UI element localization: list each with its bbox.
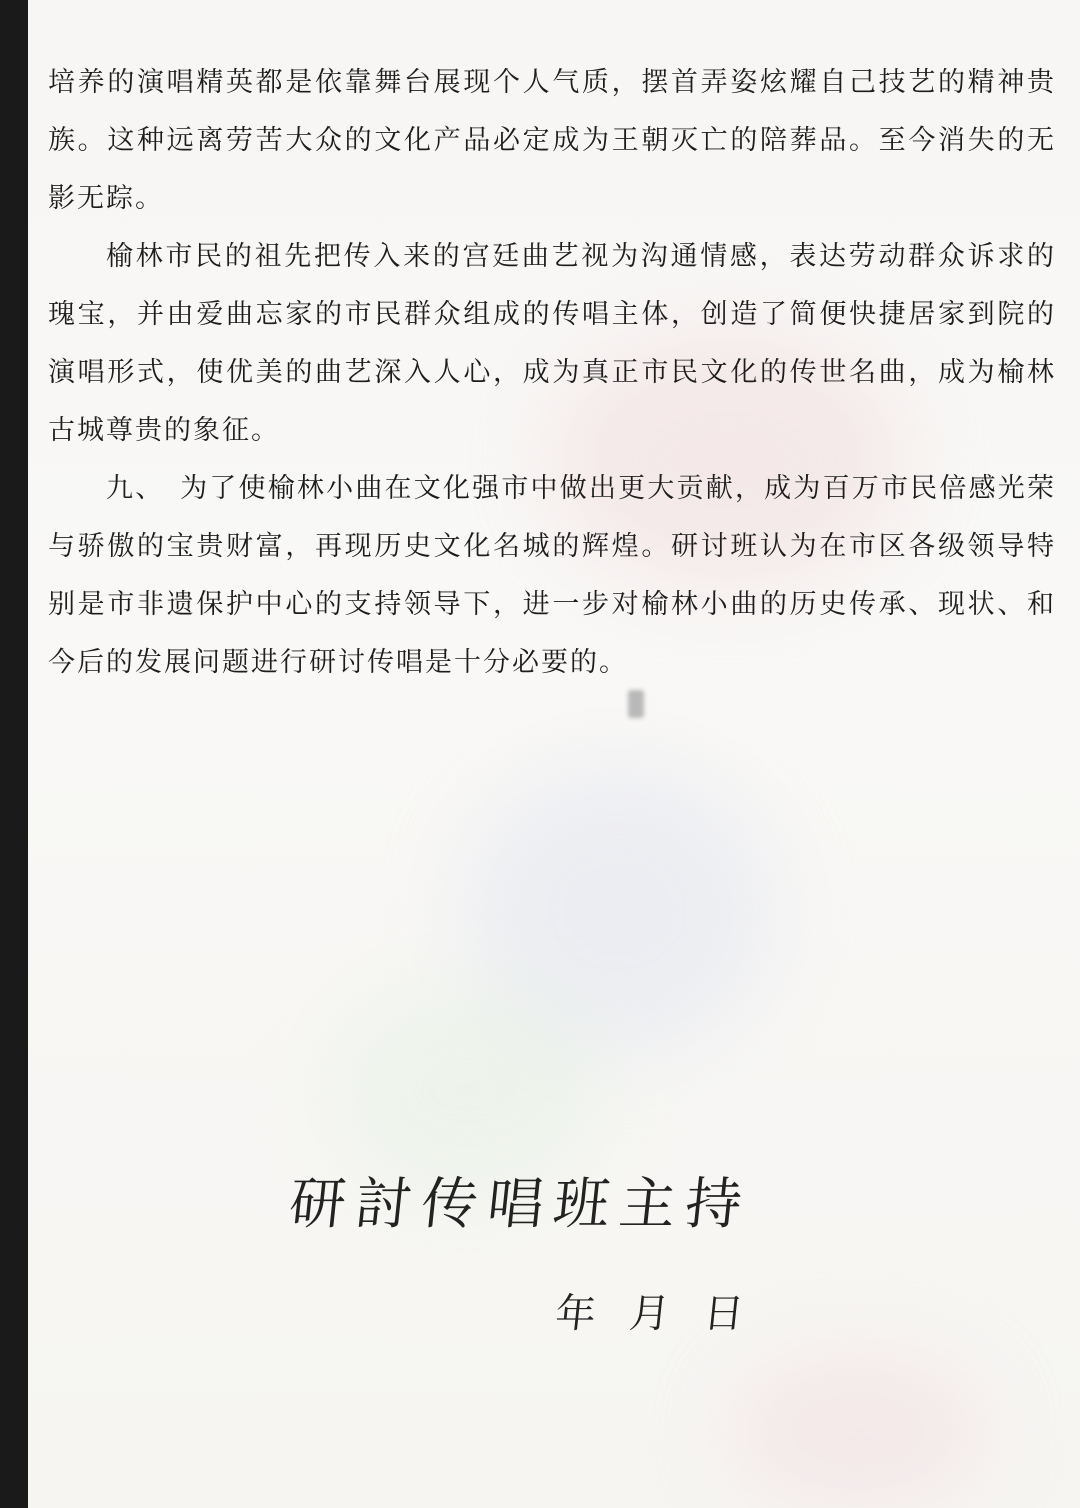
document-page (28, 0, 1080, 1508)
paragraph: 榆林市民的祖先把传入来的宫廷曲艺视为沟通情感，表达劳动群众诉求的瑰宝，并由爱曲忘家的市民群众组成的传唱主体，创造了简便快捷居家到院的演唱形式，使优美的曲艺深入人心，成为真正市民文化的传世名曲，成为榆林古城尊贵的象征。 (48, 241, 1056, 446)
ink-smudge (628, 690, 644, 718)
document-body (48, 54, 1056, 692)
paragraph: 培养的演唱精英都是依靠舞台展现个人气质，摆首弄姿炫耀自己技艺的精神贵族。这种远离劳苦大众的文化产品必定成为王朝灭亡的陪葬品。至今消失的无影无踪。 (48, 67, 1056, 214)
handwritten-signature: 研討传唱班主持 (286, 1172, 755, 1237)
handwritten-date-line: 年月日 (553, 1291, 781, 1337)
paper-stain (728, 1350, 988, 1508)
paragraph: 九、 为了使榆林小曲在文化强市中做出更大贡献，成为百万市民倍感光荣与骄傲的宝贵财富，再现历史文化名城的辉煌。研讨班认为在市区各级领导特别是市非遗保护中心的支持领导下，进一步对榆林小曲的历史传承、现状、和今后的发展问题进行研讨传唱是十分必要的。 (48, 473, 1056, 678)
